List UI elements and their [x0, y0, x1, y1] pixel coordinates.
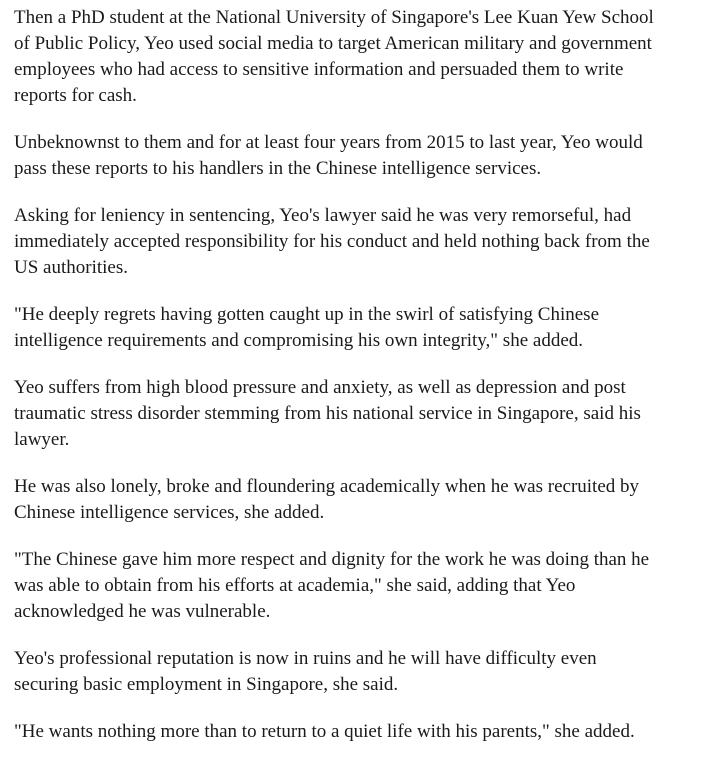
paragraph-line: securing basic employment in Singapore, she said.	[14, 674, 399, 695]
paragraph-line: Chinese intelligence services, she added.	[14, 502, 325, 523]
article-paragraph	[14, 5, 716, 109]
paragraph-line: Unbeknownst to them and for at least four years from 2015 to last year, Yeo would	[14, 132, 643, 153]
paragraph-line: Then a PhD student at the National University of Singapore's Lee Kuan Yew School	[14, 7, 654, 28]
article-paragraph	[14, 646, 716, 698]
article-paragraph	[14, 203, 716, 281]
article-paragraph	[14, 302, 716, 354]
article-paragraph	[14, 474, 716, 526]
paragraph-line: US authorities.	[14, 257, 128, 278]
paragraph-line: traumatic stress disorder stemming from his national service in Singapore, said his	[14, 403, 641, 424]
paragraph-line: lawyer.	[14, 429, 70, 450]
paragraph-line: intelligence requirements and compromising his own integrity," she added.	[14, 330, 583, 351]
paragraph-line: "The Chinese gave him more respect and dignity for the work he was doing than he	[14, 549, 650, 570]
paragraph-line: immediately accepted responsibility for his conduct and held nothing back from the	[14, 231, 650, 252]
article-paragraph	[14, 375, 716, 453]
paragraph-line: was able to obtain from his efforts at academia," she said, adding that Yeo	[14, 575, 576, 596]
paragraph-line: Yeo's professional reputation is now in ruins and he will have difficulty even	[14, 648, 597, 669]
paragraph-line: of Public Policy, Yeo used social media to target American military and government	[14, 33, 652, 54]
paragraph-line: He was also lonely, broke and floundering academically when he was recruited by	[14, 476, 640, 497]
paragraph-line: Asking for leniency in sentencing, Yeo's lawyer said he was very remorseful, had	[14, 205, 632, 226]
paragraph-line: "He wants nothing more than to return to a quiet life with his parents," she added.	[14, 721, 635, 742]
paragraph-line: acknowledged he was vulnerable.	[14, 601, 271, 622]
paragraph-line: reports for cash.	[14, 85, 137, 106]
paragraph-line: "He deeply regrets having gotten caught up in the swirl of satisfying Chinese	[14, 304, 600, 325]
paragraph-line: Yeo suffers from high blood pressure and anxiety, as well as depression and post	[14, 377, 626, 398]
paragraph-line: employees who had access to sensitive information and persuaded them to write	[14, 59, 624, 80]
article-paragraph	[14, 130, 716, 182]
paragraph-line: pass these reports to his handlers in the Chinese intelligence services.	[14, 158, 542, 179]
article-paragraph	[14, 547, 716, 625]
article-paragraph	[14, 719, 716, 745]
